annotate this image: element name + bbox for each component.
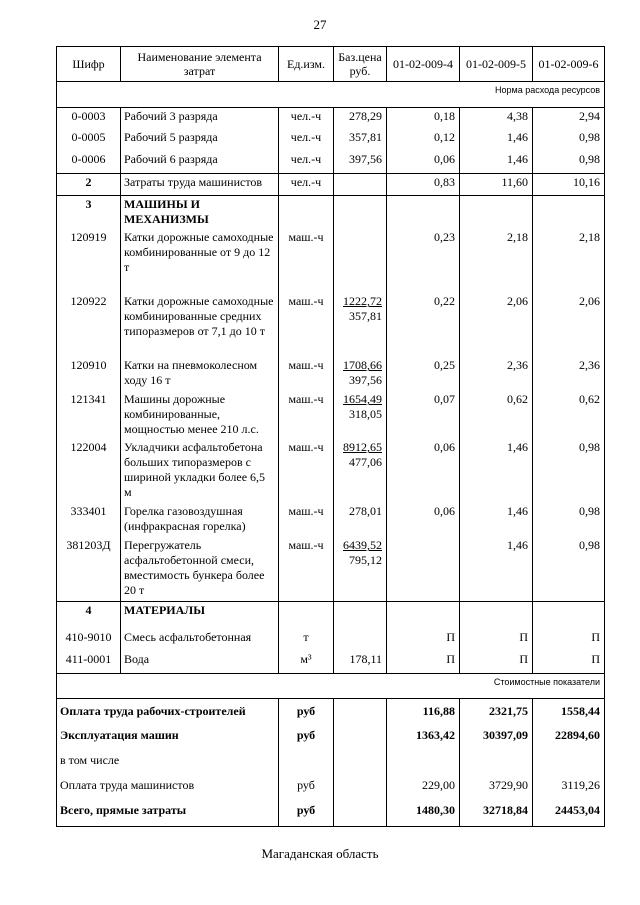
totals-unit: руб [279,773,334,798]
row-value-2: 2,18 [460,229,533,293]
empty-cell [533,823,605,827]
row-name: Укладчики асфальтобетона больших типоразмеров с шириной укладки более 6,5 м [121,439,279,503]
row-name: Рабочий 3 разряда [121,107,279,129]
row-code: 0-0003 [57,107,121,129]
header-col1: 01-02-009-4 [387,47,460,82]
row-price [334,601,387,629]
row-value-1: 0,06 [387,503,460,537]
row-value-2: 1,46 [460,503,533,537]
totals-value-1 [387,748,460,773]
table-row [57,357,605,391]
row-price [334,537,387,601]
row-value-2: 4,38 [460,107,533,129]
header-col2: 01-02-009-5 [460,47,533,82]
row-value-2: 11,60 [460,173,533,195]
table-bottom-row [57,823,605,827]
row-code: 381203Д [57,537,121,601]
row-code: 121341 [57,391,121,439]
row-code: 120919 [57,229,121,293]
table-row [57,537,605,601]
price-main: 8912,65 [343,440,382,455]
row-price: 178,11 [334,651,387,673]
empty-cell [387,823,460,827]
table-row [57,629,605,651]
table-row [57,293,605,357]
row-value-2: 1,46 [460,129,533,151]
totals-row [57,723,605,748]
totals-unit: руб [279,723,334,748]
table-row [57,173,605,195]
table-row [57,439,605,503]
table-row [57,107,605,129]
row-price [334,357,387,391]
header-name: Наименование элемента затрат [121,47,279,82]
price-main: 1708,66 [343,358,382,373]
row-name: Смесь асфальтобетонная [121,629,279,651]
row-code: 411-0001 [57,651,121,673]
row-value-3: 0,98 [533,537,605,601]
row-unit: маш.-ч [279,293,334,357]
totals-value-2: 3729,90 [460,773,533,798]
totals-name: Оплата труда рабочих-строителей [57,699,279,723]
totals-value-2: 32718,84 [460,798,533,823]
row-name: Катки на пневмоколесном ходу 16 т [121,357,279,391]
row-value-2: 2,36 [460,357,533,391]
totals-row [57,798,605,823]
price-secondary: 357,81 [349,309,382,324]
row-value-1: 0,83 [387,173,460,195]
row-value-3: 0,98 [533,503,605,537]
row-code: 120910 [57,357,121,391]
row-value-3 [533,601,605,629]
empty-cell [57,823,279,827]
row-unit: т [279,629,334,651]
row-value-3: 0,98 [533,439,605,503]
row-value-1: 0,18 [387,107,460,129]
totals-value-1: 116,88 [387,699,460,723]
row-unit: чел.-ч [279,129,334,151]
section-costs-row [57,673,605,699]
row-unit: чел.-ч [279,173,334,195]
price-secondary: 795,12 [349,553,382,568]
totals-value-3: 1558,44 [533,699,605,723]
header-price: Баз.цена руб. [334,47,387,82]
page-number: 27 [313,17,327,32]
row-name: Катки дорожные самоходные комбинированные средних типоразмеров от 7,1 до 10 т [121,293,279,357]
row-code: 410-9010 [57,629,121,651]
row-value-3: 2,94 [533,107,605,129]
row-name: Рабочий 5 разряда [121,129,279,151]
price-secondary: 477,06 [349,455,382,470]
row-price: 357,81 [334,129,387,151]
totals-empty [334,798,387,823]
row-code: 4 [57,601,121,629]
totals-name: Оплата труда машинистов [57,773,279,798]
totals-value-1: 229,00 [387,773,460,798]
totals-empty [334,723,387,748]
row-unit [279,601,334,629]
row-name: Затраты труда машинистов [121,173,279,195]
row-value-1: 0,07 [387,391,460,439]
row-value-3: 10,16 [533,173,605,195]
row-value-2: 2,06 [460,293,533,357]
row-code: 0-0006 [57,151,121,173]
totals-value-2: 2321,75 [460,699,533,723]
row-value-3: 0,98 [533,129,605,151]
totals-value-2: 30397,09 [460,723,533,748]
row-unit: маш.-ч [279,229,334,293]
row-code: 2 [57,173,121,195]
price-main: 1654,49 [343,392,382,407]
row-value-2: 1,46 [460,537,533,601]
row-value-1: 0,22 [387,293,460,357]
cost-estimate-table [56,46,605,827]
row-unit: чел.-ч [279,151,334,173]
row-unit: маш.-ч [279,391,334,439]
row-name: МАТЕРИАЛЫ [121,601,279,629]
row-name: Машины дорожные комбинированные, мощностью менее 210 л.с. [121,391,279,439]
row-price [334,439,387,503]
row-value-3: П [533,651,605,673]
totals-empty [334,699,387,723]
row-value-1: 0,06 [387,439,460,503]
price-main: 1222,72 [343,294,382,309]
row-value-2: 1,46 [460,439,533,503]
row-unit: чел.-ч [279,107,334,129]
row-value-3: П [533,629,605,651]
table-header-row [57,47,605,82]
totals-value-1: 1480,30 [387,798,460,823]
row-price: 397,56 [334,151,387,173]
empty-cell [460,823,533,827]
table-row [57,601,605,629]
row-value-1: 0,12 [387,129,460,151]
totals-value-3: 3119,26 [533,773,605,798]
row-value-2: П [460,651,533,673]
footer-region: Магаданская область [261,846,379,861]
row-name: Катки дорожные самоходные комбинированные от 9 до 12 т [121,229,279,293]
row-value-2: П [460,629,533,651]
price-secondary: 318,05 [349,407,382,422]
row-value-3: 2,18 [533,229,605,293]
row-price [334,629,387,651]
row-name: Горелка газовоздушная (инфракрасная горелка) [121,503,279,537]
row-name: МАШИНЫ И МЕХАНИЗМЫ [121,195,279,229]
totals-row [57,773,605,798]
row-value-1: П [387,629,460,651]
table-row [57,129,605,151]
row-value-2: 1,46 [460,151,533,173]
row-code: 0-0005 [57,129,121,151]
row-unit: маш.-ч [279,503,334,537]
totals-value-3 [533,748,605,773]
table-row [57,503,605,537]
table-row [57,651,605,673]
row-value-3: 0,98 [533,151,605,173]
row-price [334,391,387,439]
row-code: 3 [57,195,121,229]
price-main: 6439,52 [343,538,382,553]
row-value-1 [387,195,460,229]
row-value-3: 0,62 [533,391,605,439]
row-value-3: 2,36 [533,357,605,391]
row-price: 278,01 [334,503,387,537]
totals-unit: руб [279,798,334,823]
table-row [57,229,605,293]
header-unit: Ед.изм. [279,47,334,82]
header-col3: 01-02-009-6 [533,47,605,82]
totals-empty [334,748,387,773]
section-costs-label: Стоимостные показатели [57,673,605,699]
row-value-1: 0,06 [387,151,460,173]
row-price [334,173,387,195]
row-value-2 [460,601,533,629]
row-value-1: П [387,651,460,673]
row-value-2 [460,195,533,229]
row-price: 278,29 [334,107,387,129]
row-name: Рабочий 6 разряда [121,151,279,173]
row-code: 120922 [57,293,121,357]
section-norms-row [57,82,605,108]
table-row [57,195,605,229]
totals-value-3: 22894,60 [533,723,605,748]
row-value-1 [387,537,460,601]
row-code: 333401 [57,503,121,537]
row-value-1: 0,23 [387,229,460,293]
totals-value-2 [460,748,533,773]
row-unit: маш.-ч [279,537,334,601]
row-unit: маш.-ч [279,439,334,503]
table-row [57,151,605,173]
empty-cell [279,823,334,827]
section-norms-label: Норма расхода ресурсов [57,82,605,108]
totals-row [57,699,605,723]
totals-unit [279,748,334,773]
row-code: 122004 [57,439,121,503]
table-row [57,391,605,439]
totals-name: Всего, прямые затраты [57,798,279,823]
row-value-2: 0,62 [460,391,533,439]
totals-value-3: 24453,04 [533,798,605,823]
row-value-1: 0,25 [387,357,460,391]
row-value-3: 2,06 [533,293,605,357]
row-value-3 [533,195,605,229]
totals-value-1: 1363,42 [387,723,460,748]
row-unit: м³ [279,651,334,673]
row-unit: маш.-ч [279,357,334,391]
totals-name: в том числе [57,748,279,773]
totals-name: Эксплуатация машин [57,723,279,748]
empty-cell [334,823,387,827]
price-secondary: 397,56 [349,373,382,388]
row-name: Перегружатель асфальтобетонной смеси, вместимость бункера более 20 т [121,537,279,601]
header-code: Шифр [57,47,121,82]
row-value-1 [387,601,460,629]
totals-empty [334,773,387,798]
row-price [334,195,387,229]
row-price [334,293,387,357]
totals-row [57,748,605,773]
row-name: Вода [121,651,279,673]
row-unit [279,195,334,229]
row-price [334,229,387,293]
totals-unit: руб [279,699,334,723]
